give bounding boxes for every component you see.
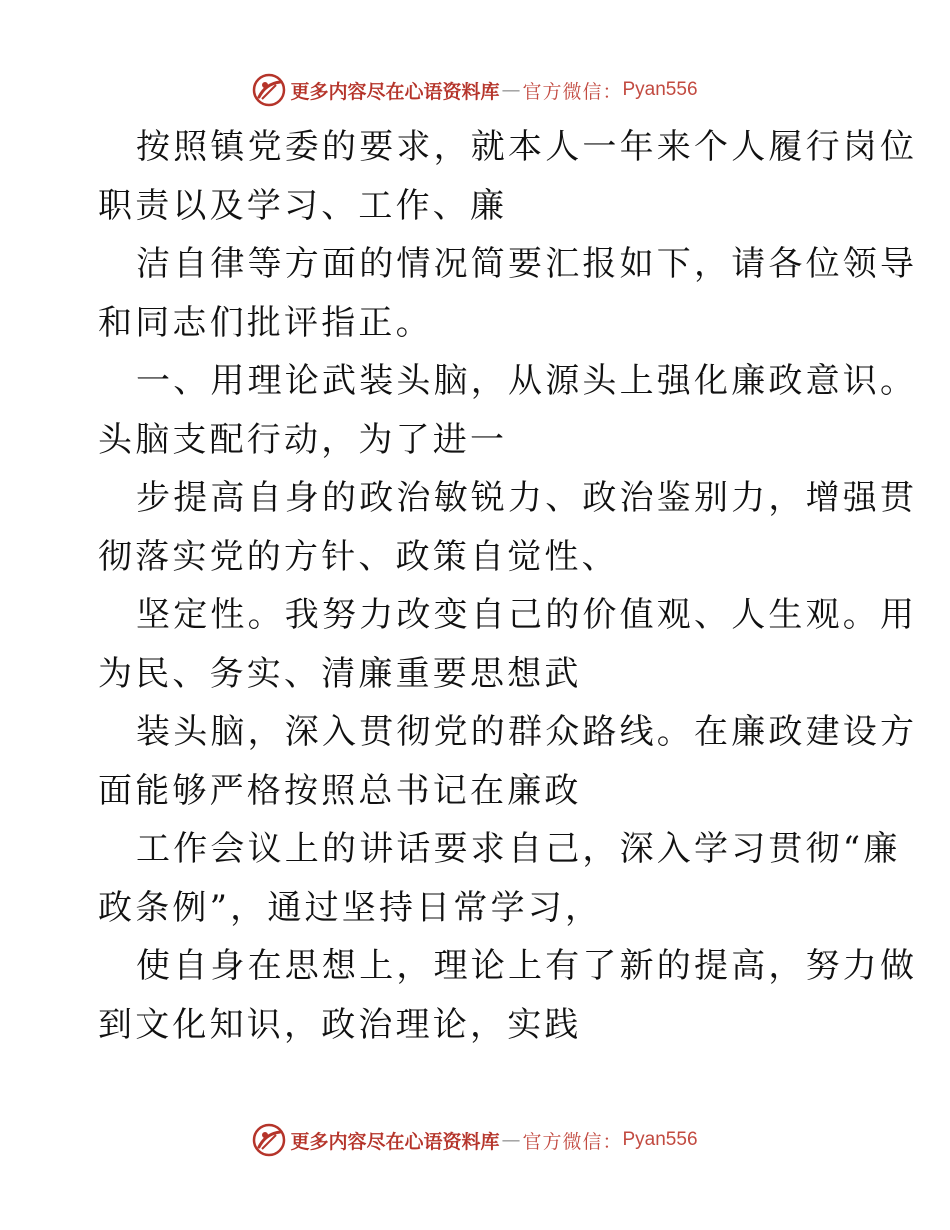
text-line: 政条例”，通过坚持日常学习， [98, 887, 603, 928]
text-line: 为民、务实、清廉重要思想武 [98, 653, 582, 694]
text-line: 彻落实党的方针、政策自觉性、 [98, 536, 619, 577]
red-circle-logo-icon [252, 1123, 286, 1157]
document-body [98, 118, 918, 1054]
banner-dash: — [501, 1129, 521, 1151]
text-line: 工作会议上的讲话要求自己，深入学习贯彻“廉 [136, 829, 901, 869]
text-line: 装头脑，深入贯彻党的群众路线。在廉政建设方 [136, 712, 918, 752]
text-line: 使自身在思想上，理论上有了新的提高，努力做 [136, 946, 918, 986]
banner-main-text: 更多内容尽在心语资料库 [290, 80, 500, 103]
text-line: 一、用理论武装头脑，从源头上强化廉政意识。 [136, 361, 918, 401]
text-line: 面能够严格按照总书记在廉政 [98, 770, 582, 811]
text-line: 坚定性。我努力改变自己的价值观、人生观。用 [136, 595, 918, 635]
banner-dash: — [501, 79, 521, 101]
text-line: 职责以及学习、工作、廉 [98, 185, 508, 226]
text-line: 按照镇党委的要求，就本人一年来个人履行岗位 [136, 127, 918, 167]
banner-wechat-label: 官方微信： [522, 80, 623, 103]
text-line: 洁自律等方面的情况简要汇报如下，请各位领导 [136, 244, 918, 284]
banner-main-text: 更多内容尽在心语资料库 [290, 1130, 500, 1153]
text-line: 和同志们批评指正。 [98, 302, 433, 343]
banner-wechat-id: Pyan556 [622, 1129, 698, 1150]
banner-wechat-label: 官方微信： [522, 1130, 623, 1153]
banner-wechat-id: Pyan556 [622, 79, 698, 100]
header-watermark-banner [0, 70, 950, 110]
text-line: 到文化知识，政治理论，实践 [98, 1004, 582, 1045]
red-circle-logo-icon [252, 73, 286, 107]
footer-watermark-banner [0, 1120, 950, 1160]
text-line: 头脑支配行动，为了进一 [98, 419, 508, 460]
text-line: 步提高自身的政治敏锐力、政治鉴别力，增强贯 [136, 478, 918, 518]
